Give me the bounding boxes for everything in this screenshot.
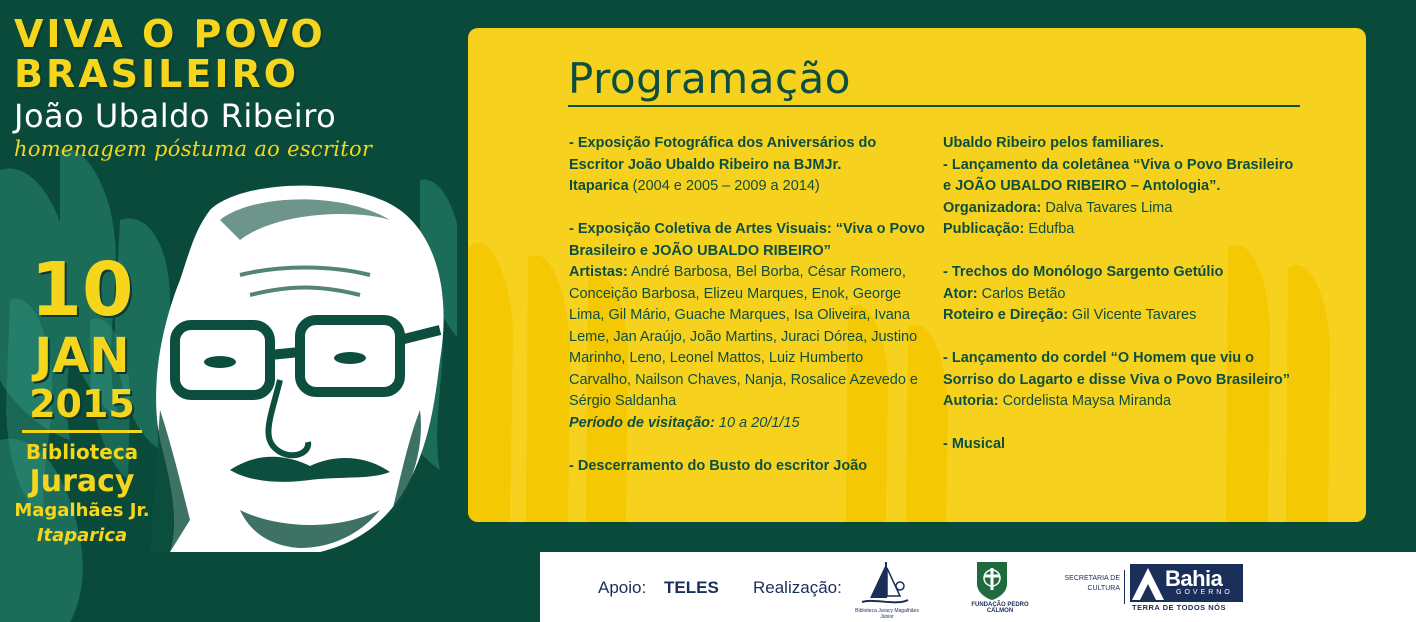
bahia-wordmark: Bahia: [1165, 566, 1223, 591]
support-sponsor: TELES: [664, 578, 719, 597]
actor-label: Ator:: [943, 285, 978, 302]
venue-line1: Biblioteca: [25, 440, 139, 464]
author-label: Autoria:: [943, 393, 999, 409]
event-month: JAN: [34, 328, 130, 384]
publisher-label: Publicação:: [943, 221, 1025, 237]
program-item-photo-exhibit: - Exposição Fotográfica dos Aniversários do Escritor João Ubaldo Ribeiro na BJMJr.: [569, 135, 877, 173]
header-title-line2: BRASILEIRO: [14, 52, 300, 96]
direction-label: Roteiro e Direção:: [943, 307, 1068, 323]
header-honoree-name: João Ubaldo Ribeiro: [14, 97, 337, 135]
venue-line2: Juracy: [29, 464, 135, 499]
direction-value: Gil Vicente Tavares: [1067, 307, 1197, 323]
event-header: [14, 14, 414, 162]
organizer-value: Dalva Tavares Lima: [1041, 199, 1173, 216]
venue-line3: Magalhães Jr.: [14, 500, 150, 521]
secretaria-divider: [1124, 570, 1125, 604]
artists-label: Artistas:: [569, 264, 628, 280]
program-item-bust-unveiling: - Descerramento do Busto do escritor João: [569, 457, 868, 474]
venue-city: Itaparica: [36, 525, 128, 546]
actor-value: Carlos Betão: [977, 285, 1066, 302]
program-title: Programação: [568, 54, 851, 103]
support-label: Apoio:: [598, 578, 647, 597]
fundacao-logo-icon: [975, 560, 1009, 600]
header-title-line1: VIVA O POVO: [14, 12, 326, 56]
program-item-cordel-launch: - Lançamento do cordel “O Homem que viu o Sorriso do Lagarto e disse Viva o Povo Brasileiro”: [943, 350, 1291, 388]
bahia-government-label: GOVERNO: [1176, 589, 1233, 596]
artists-list: André Barbosa, Bel Borba, César Romero, Conceição Barbosa, Elizeu Marques, Enok, George Lima, Gil Mário, Guache Marques, Isa Oliveira, Ivana Leme, Jan Araújo, João Martins, Juraci Dórea, Justino Marinho, Leno, Leonel Mattos, Luiz Humberto Carvalho, Nailson Chaves, Nanja, Rosalice Azevedo e Sérgio Saldanha: [569, 264, 918, 409]
organizer-label: Organizadora:: [943, 199, 1042, 216]
fundacao-logo-caption: FUNDAÇÃO PEDRO CALMON: [971, 602, 1029, 614]
program-column-1: [569, 133, 929, 477]
library-logo-caption: Biblioteca Juracy Magalhães Júnior: [855, 608, 919, 620]
event-day: 10: [30, 247, 134, 333]
program-item-anthology-launch: - Lançamento da coletânea “Viva o Povo Brasileiro e JOÃO UBALDO RIBEIRO – Antologia”.: [943, 156, 1294, 194]
program-item-visual-arts: - Exposição Coletiva de Artes Visuais: “Viva o Povo Brasileiro e JOÃO UBALDO RIBEIRO”: [569, 221, 925, 259]
portrait-illustration: [150, 180, 470, 552]
author-value: Cordelista Maysa Miranda: [998, 393, 1172, 409]
program-column-2: [943, 133, 1303, 456]
program-item-monologue: - Trechos do Monólogo Sargento Getúlio: [943, 264, 1224, 280]
bahia-tagline: TERRA DE TODOS NÓS: [1132, 603, 1227, 612]
program-item-musical: - Musical: [943, 436, 1006, 452]
program-item-photo-exhibit-years: (2004 e 2005 – 2009 a 2014): [628, 178, 820, 194]
visit-period-label: Período de visitação:: [569, 414, 715, 431]
secretaria-label: SECRETARIA DE CULTURA: [1064, 575, 1120, 592]
program-item-bust-unveiling-cont: Ubaldo Ribeiro pelos familiares.: [943, 135, 1164, 151]
program-item-photo-exhibit-place: Itaparica: [569, 178, 629, 194]
program-title-underline: [568, 105, 1300, 107]
header-subtitle: homenagem póstuma ao escritor: [14, 137, 373, 161]
realization-label: Realização:: [753, 578, 842, 597]
publisher-value: Edufba: [1024, 221, 1075, 237]
date-divider: [22, 430, 142, 433]
sponsors-footer: [0, 552, 1416, 622]
visit-period-value: 10 a 20/1/15: [714, 414, 800, 431]
event-year: 2015: [29, 382, 135, 426]
event-date-block: [14, 247, 150, 549]
